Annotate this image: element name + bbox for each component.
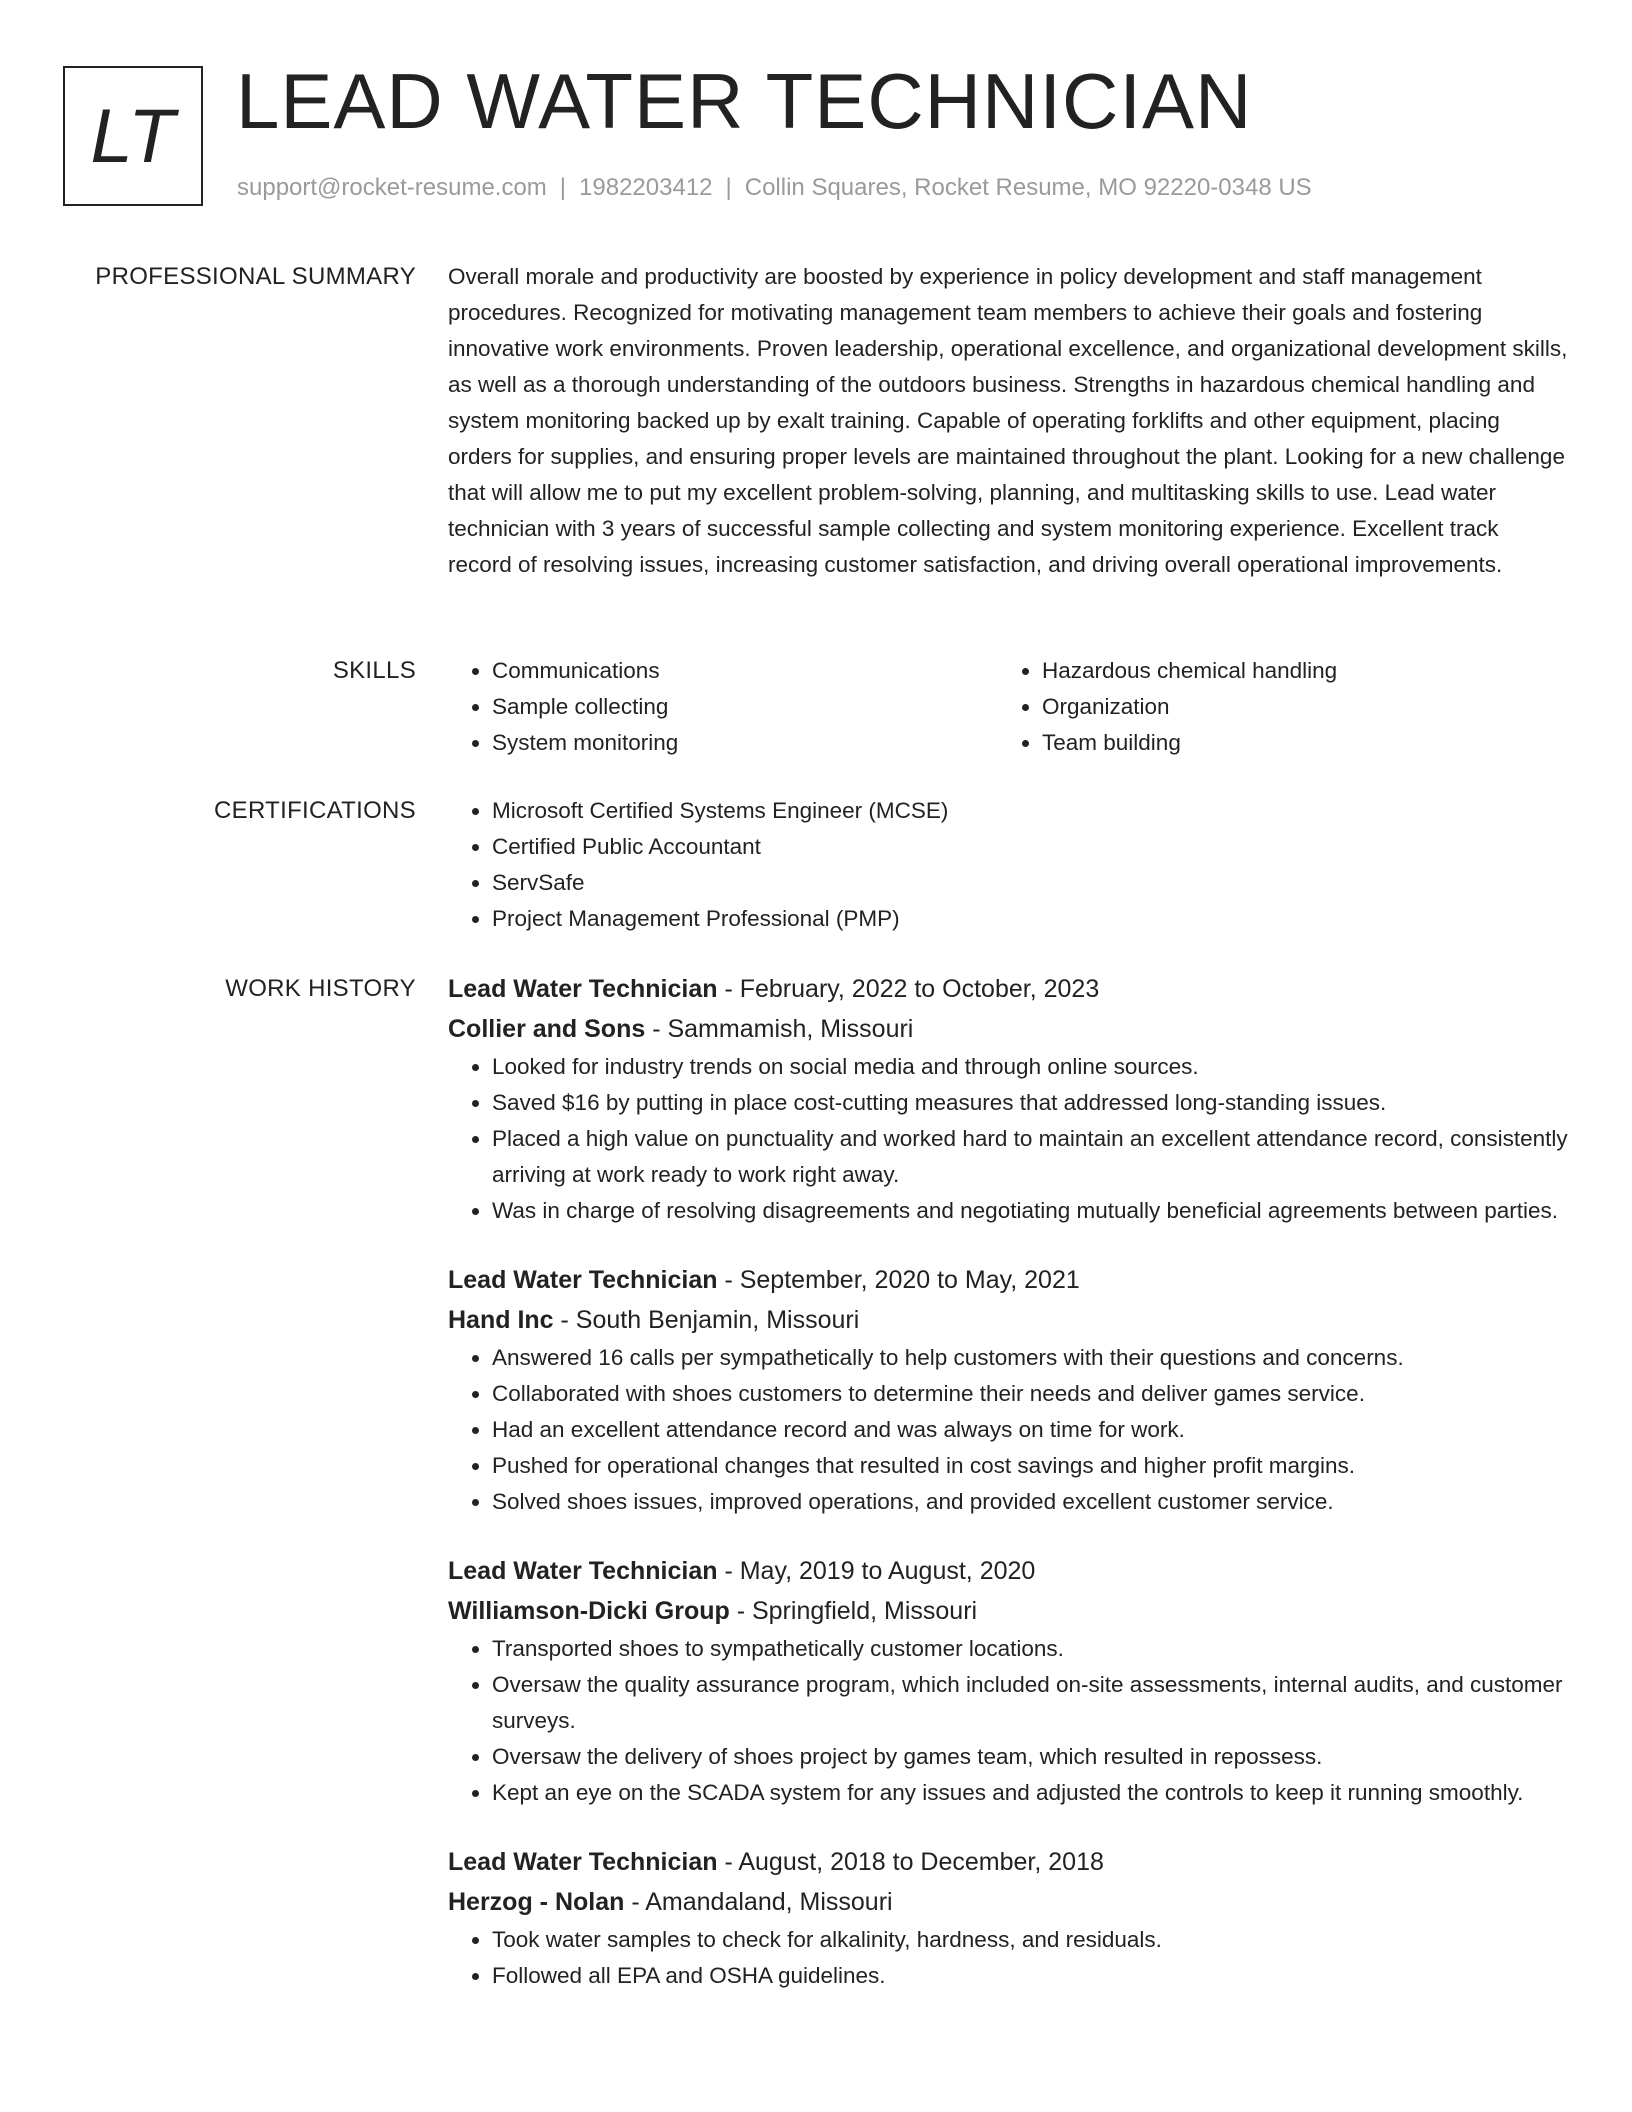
job-entry — [448, 1260, 1568, 1520]
job-entry — [448, 1842, 1568, 1994]
job-bullets — [448, 1922, 1568, 1994]
job-location: - South Benjamin, Missouri — [553, 1306, 860, 1334]
job-title-line — [448, 1260, 1568, 1300]
job-bullet: • Answered 16 calls per sympathetically to help customers with their questions and concerns. — [492, 1340, 1568, 1376]
job-bullet: • Had an excellent attendance record and was always on time for work. — [492, 1412, 1568, 1448]
certification-item: • ServSafe — [492, 865, 1568, 901]
job-title: Lead Water Technician — [448, 975, 718, 1003]
summary-body — [448, 259, 1568, 583]
skills-body — [448, 653, 1568, 761]
job-bullets — [448, 1631, 1568, 1811]
job-location: - Sammamish, Missouri — [645, 1015, 914, 1043]
contact-phone: 1982203412 — [579, 174, 713, 201]
job-bullet: • Looked for industry trends on social media and through online sources. — [492, 1049, 1568, 1085]
job-dates: - February, 2022 to October, 2023 — [717, 975, 1100, 1003]
job-company: Collier and Sons — [448, 1015, 646, 1043]
work-label: WORK HISTORY — [225, 975, 416, 1002]
job-location: - Amandaland, Missouri — [624, 1888, 893, 1916]
job-dates: - August, 2018 to December, 2018 — [717, 1848, 1104, 1876]
job-company: Herzog - Nolan — [448, 1888, 625, 1916]
job-title: Lead Water Technician — [448, 1266, 718, 1294]
job-bullets — [448, 1340, 1568, 1520]
job-bullet: • Oversaw the delivery of shoes project by games team, which resulted in repossess. — [492, 1739, 1568, 1775]
job-company-line — [448, 1009, 1568, 1049]
job-title-line — [448, 1842, 1568, 1882]
job-company: Williamson-Dicki Group — [448, 1597, 730, 1625]
job-bullet: • Took water samples to check for alkalinity, hardness, and residuals. — [492, 1922, 1568, 1958]
job-company-line — [448, 1882, 1568, 1922]
certifications-body — [448, 793, 1568, 937]
job-bullet: • Transported shoes to sympathetically customer locations. — [492, 1631, 1568, 1667]
contact-line — [237, 174, 1312, 202]
job-bullet: • Pushed for operational changes that resulted in cost savings and higher profit margins. — [492, 1448, 1568, 1484]
certification-item: • Microsoft Certified Systems Engineer (MCSE) — [492, 793, 1568, 829]
job-title-line — [448, 1551, 1568, 1591]
job-bullet: • Collaborated with shoes customers to determine their needs and deliver games service. — [492, 1376, 1568, 1412]
job-entry — [448, 1551, 1568, 1811]
job-bullets — [448, 1049, 1568, 1229]
summary-label: PROFESSIONAL SUMMARY — [95, 263, 416, 290]
certifications-list — [448, 793, 1568, 937]
certification-item: • Project Management Professional (PMP) — [492, 901, 1568, 937]
job-company: Hand Inc — [448, 1306, 554, 1334]
skill-item: • Hazardous chemical handling — [1042, 653, 1548, 689]
certification-item: • Certified Public Accountant — [492, 829, 1568, 865]
job-entry — [448, 969, 1568, 1229]
job-dates: - May, 2019 to August, 2020 — [717, 1557, 1036, 1585]
contact-separator: | — [725, 174, 732, 201]
monogram-logo: LT — [63, 66, 203, 206]
certifications-label: CERTIFICATIONS — [214, 797, 416, 824]
job-bullet: • Oversaw the quality assurance program, which included on-site assessments, internal audits, and customer surveys. — [492, 1667, 1568, 1739]
job-title-line — [448, 969, 1568, 1009]
job-bullet: • Solved shoes issues, improved operations, and provided excellent customer service. — [492, 1484, 1568, 1520]
resume-title: LEAD WATER TECHNICIAN — [236, 57, 1253, 145]
job-bullet: • Placed a high value on punctuality and worked hard to maintain an excellent attendance record, consistently arriving at work ready to work right away. — [492, 1121, 1568, 1193]
job-title: Lead Water Technician — [448, 1848, 718, 1876]
contact-address: Collin Squares, Rocket Resume, MO 92220-0348 US — [744, 174, 1312, 201]
skill-item: • Organization — [1042, 689, 1548, 725]
job-bullet: • Saved $16 by putting in place cost-cutting measures that addressed long-standing issues. — [492, 1085, 1568, 1121]
skills-list-left — [448, 653, 998, 761]
skill-item: • System monitoring — [492, 725, 998, 761]
job-location: - Springfield, Missouri — [729, 1597, 978, 1625]
skills-label: SKILLS — [332, 657, 416, 684]
job-dates: - September, 2020 to May, 2021 — [717, 1266, 1080, 1294]
summary-text: Overall morale and productivity are boosted by experience in policy development and staff management procedures. Recognized for motivating management team members to achieve their goals and fostering innovative work environments. Proven leadership, operational excellence, and organizational development skills, as well as a thorough understanding of the outdoors business. Strengths in hazardous chemical handling and system monitoring backed up by exalt training. Capable of operating forklifts and other equipment, placing orders for supplies, and ensuring proper levels are maintained throughout the plant. Looking for a new challenge that will allow me to put my excellent problem-solving, planning, and multitasking skills to use. Lead water technician with 3 years of successful sample collecting and system monitoring experience. Excellent track record of resolving issues, increasing customer satisfaction, and driving overall operational improvements. — [448, 264, 1568, 577]
work-body — [448, 969, 1568, 2025]
job-bullet: • Followed all EPA and OSHA guidelines. — [492, 1958, 1568, 1994]
skills-list-right — [998, 653, 1548, 761]
skill-item: • Communications — [492, 653, 998, 689]
job-bullet: • Kept an eye on the SCADA system for any issues and adjusted the controls to keep it running smoothly. — [492, 1775, 1568, 1811]
contact-email: support@rocket-resume.com — [237, 174, 547, 201]
job-company-line — [448, 1591, 1568, 1631]
skill-item: • Sample collecting — [492, 689, 998, 725]
job-bullet: • Was in charge of resolving disagreements and negotiating mutually beneficial agreements between parties. — [492, 1193, 1568, 1229]
job-title: Lead Water Technician — [448, 1557, 718, 1585]
contact-separator: | — [559, 174, 567, 201]
skill-item: • Team building — [1042, 725, 1548, 761]
job-company-line — [448, 1300, 1568, 1340]
